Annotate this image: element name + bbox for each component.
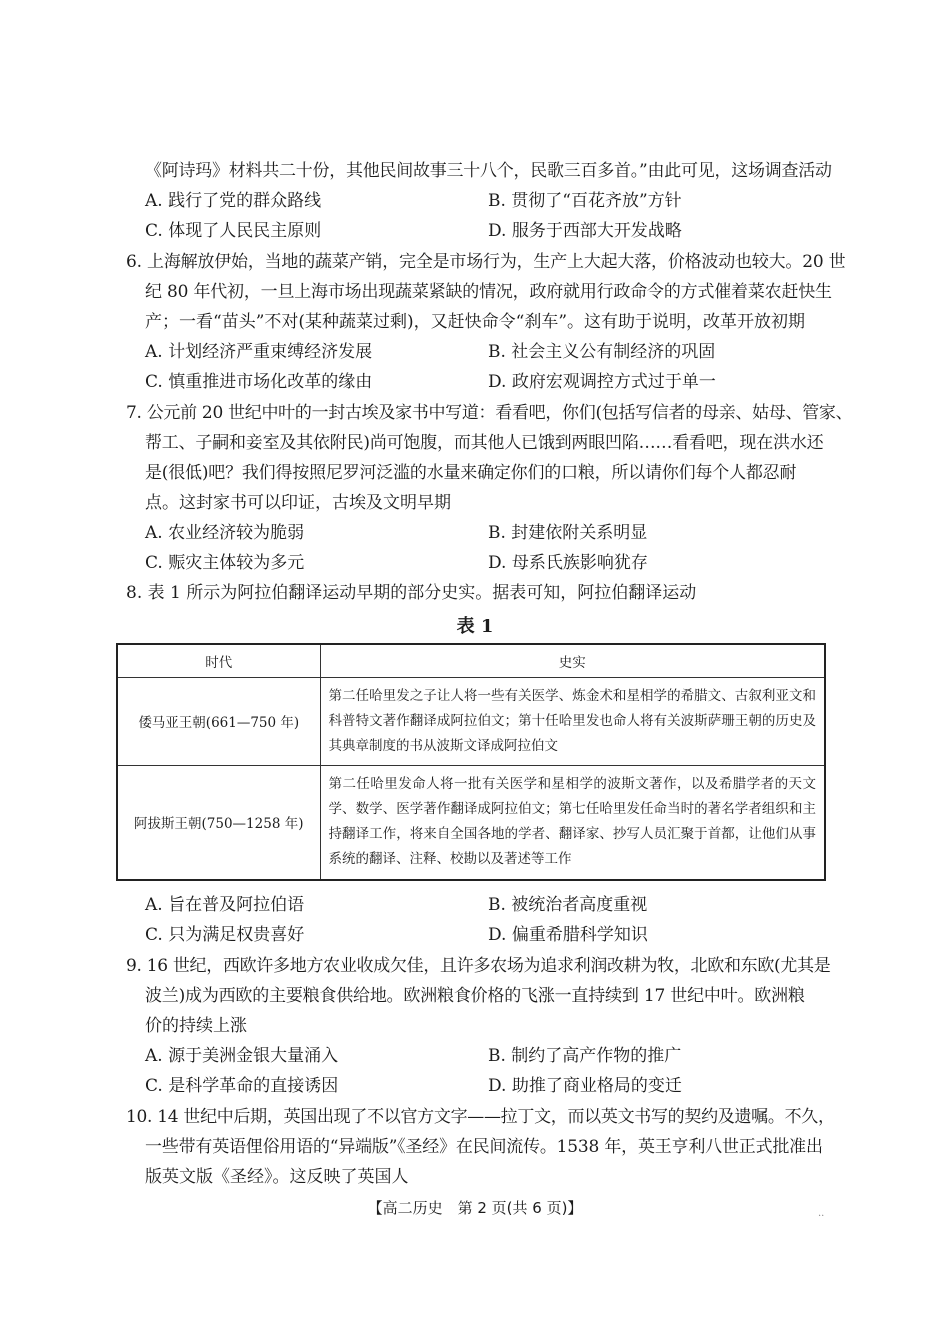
q7-text-line: 帮工、子嗣和妾室及其依附民)尚可饱腹，而其他人已饿到两眼凹陷……看看吧，现在洪水还 xyxy=(145,433,824,453)
q7-option-d: D. 母系氏族影响犹存 xyxy=(488,553,648,573)
q6-option-a: A. 计划经济严重束缚经济发展 xyxy=(145,342,373,362)
table-row xyxy=(117,678,825,766)
q9-text-line: 波兰)成为西欧的主要粮食供给地。欧洲粮食价格的飞涨一直持续到 17 世纪中叶。欧洲粮 xyxy=(145,986,805,1006)
q7-option-b: B. 封建依附关系明显 xyxy=(488,523,648,543)
table-row xyxy=(117,765,825,880)
q8-text-line: 8. 表 1 所示为阿拉伯翻译运动早期的部分史实。据表可知，阿拉伯翻译运动 xyxy=(126,583,697,603)
q8-option-b: B. 被统治者高度重视 xyxy=(488,895,648,915)
table-cell-fact: 第二任哈里发之子让人将一些有关医学、炼金术和星相学的希腊文、古叙利亚文和科普特文著作翻译成阿拉伯文；第十任哈里发也命人将有关波斯萨珊王朝的历史及其典章制度的书从波斯文译成阿拉伯文 xyxy=(320,678,825,766)
q6-option-c: C. 慎重推进市场化改革的缘由 xyxy=(145,372,373,392)
q10-text-line: 版英文版《圣经》。这反映了英国人 xyxy=(145,1167,409,1187)
history-table xyxy=(116,643,826,881)
q5-text-line: 《阿诗玛》材料共二十份，其他民间故事三十八个，民歌三百多首。”由此可见，这场调查活动 xyxy=(145,161,832,181)
q7-text-line: 7. 公元前 20 世纪中叶的一封古埃及家书中写道：看看吧，你们(包括写信者的母亲、姑母、管家、 xyxy=(126,403,853,423)
page-footer: 【高二历史 第 2 页(共 6 页)】 xyxy=(367,1199,583,1217)
q6-text-line: 6. 上海解放伊始，当地的蔬菜产销，完全是市场行为，生产上大起大落，价格波动也较大。20 世 xyxy=(126,252,846,272)
q8-option-a: A. 旨在普及阿拉伯语 xyxy=(145,895,305,915)
q6-option-d: D. 政府宏观调控方式过于单一 xyxy=(488,372,716,392)
q9-option-b: B. 制约了高产作物的推广 xyxy=(488,1046,682,1066)
q6-text-line: 纪 80 年代初，一旦上海市场出现蔬菜紧缺的情况，政府就用行政命令的方式催着菜农赶快生 xyxy=(145,282,832,302)
q5-option-c: C. 体现了人民民主原则 xyxy=(145,221,322,241)
table-header-row xyxy=(117,644,825,678)
table-cell-fact: 第二任哈里发命人将一批有关医学和星相学的波斯文著作，以及希腊学者的天文学、数学、医学著作翻译成阿拉伯文；第七任哈里发任命当时的著名学者组织和主持翻译工作，将来自全国各地的学者、翻译家、抄写人员汇聚于首都，让他们从事系统的翻译、注释、校勘以及著述等工作 xyxy=(320,765,825,880)
q5-option-d: D. 服务于西部大开发战略 xyxy=(488,221,682,241)
table-cell-era: 倭马亚王朝(661—750 年) xyxy=(117,678,320,766)
q5-option-a: A. 践行了党的群众路线 xyxy=(145,191,322,211)
q9-option-c: C. 是科学革命的直接诱因 xyxy=(145,1076,339,1096)
table-cell-era: 阿拔斯王朝(750—1258 年) xyxy=(117,765,320,880)
table-header-era: 时代 xyxy=(117,644,320,678)
q9-option-d: D. 助推了商业格局的变迁 xyxy=(488,1076,682,1096)
q9-text-line: 价的持续上涨 xyxy=(145,1016,247,1036)
q10-text-line: 10. 14 世纪中后期，英国出现了不以官方文字——拉丁文，而以英文书写的契约及遗嘱。不久， xyxy=(126,1107,835,1127)
table-caption: 表 1 xyxy=(456,616,494,637)
q7-text-line: 是(很低)吧？我们得按照尼罗河泛滥的水量来确定你们的口粮，所以请你们每个人都忍耐 xyxy=(145,463,797,483)
q7-option-c: C. 赈灾主体较为多元 xyxy=(145,553,305,573)
q9-option-a: A. 源于美洲金银大量涌入 xyxy=(145,1046,339,1066)
q7-text-line: 点。这封家书可以印证，古埃及文明早期 xyxy=(145,493,451,513)
corner-mark: .. xyxy=(818,1208,825,1219)
q8-option-c: C. 只为满足权贵喜好 xyxy=(145,925,305,945)
q7-option-a: A. 农业经济较为脆弱 xyxy=(145,523,305,543)
q6-text-line: 产；一看“苗头”不对(某种蔬菜过剩)，又赶快命令“刹车”。这有助于说明，改革开放初期 xyxy=(145,312,806,332)
q10-text-line: 一些带有英语俚俗用语的“异端版”《圣经》在民间流传。1538 年，英王亨利八世正式批准出 xyxy=(145,1137,823,1157)
table-header-facts: 史实 xyxy=(320,644,825,678)
q5-option-b: B. 贯彻了“百花齐放”方针 xyxy=(488,191,682,211)
q8-option-d: D. 偏重希腊科学知识 xyxy=(488,925,648,945)
q6-option-b: B. 社会主义公有制经济的巩固 xyxy=(488,342,716,362)
q9-text-line: 9. 16 世纪，西欧许多地方农业收成欠佳，且许多农场为追求利润改耕为牧，北欧和东欧(尤其是 xyxy=(126,956,831,976)
